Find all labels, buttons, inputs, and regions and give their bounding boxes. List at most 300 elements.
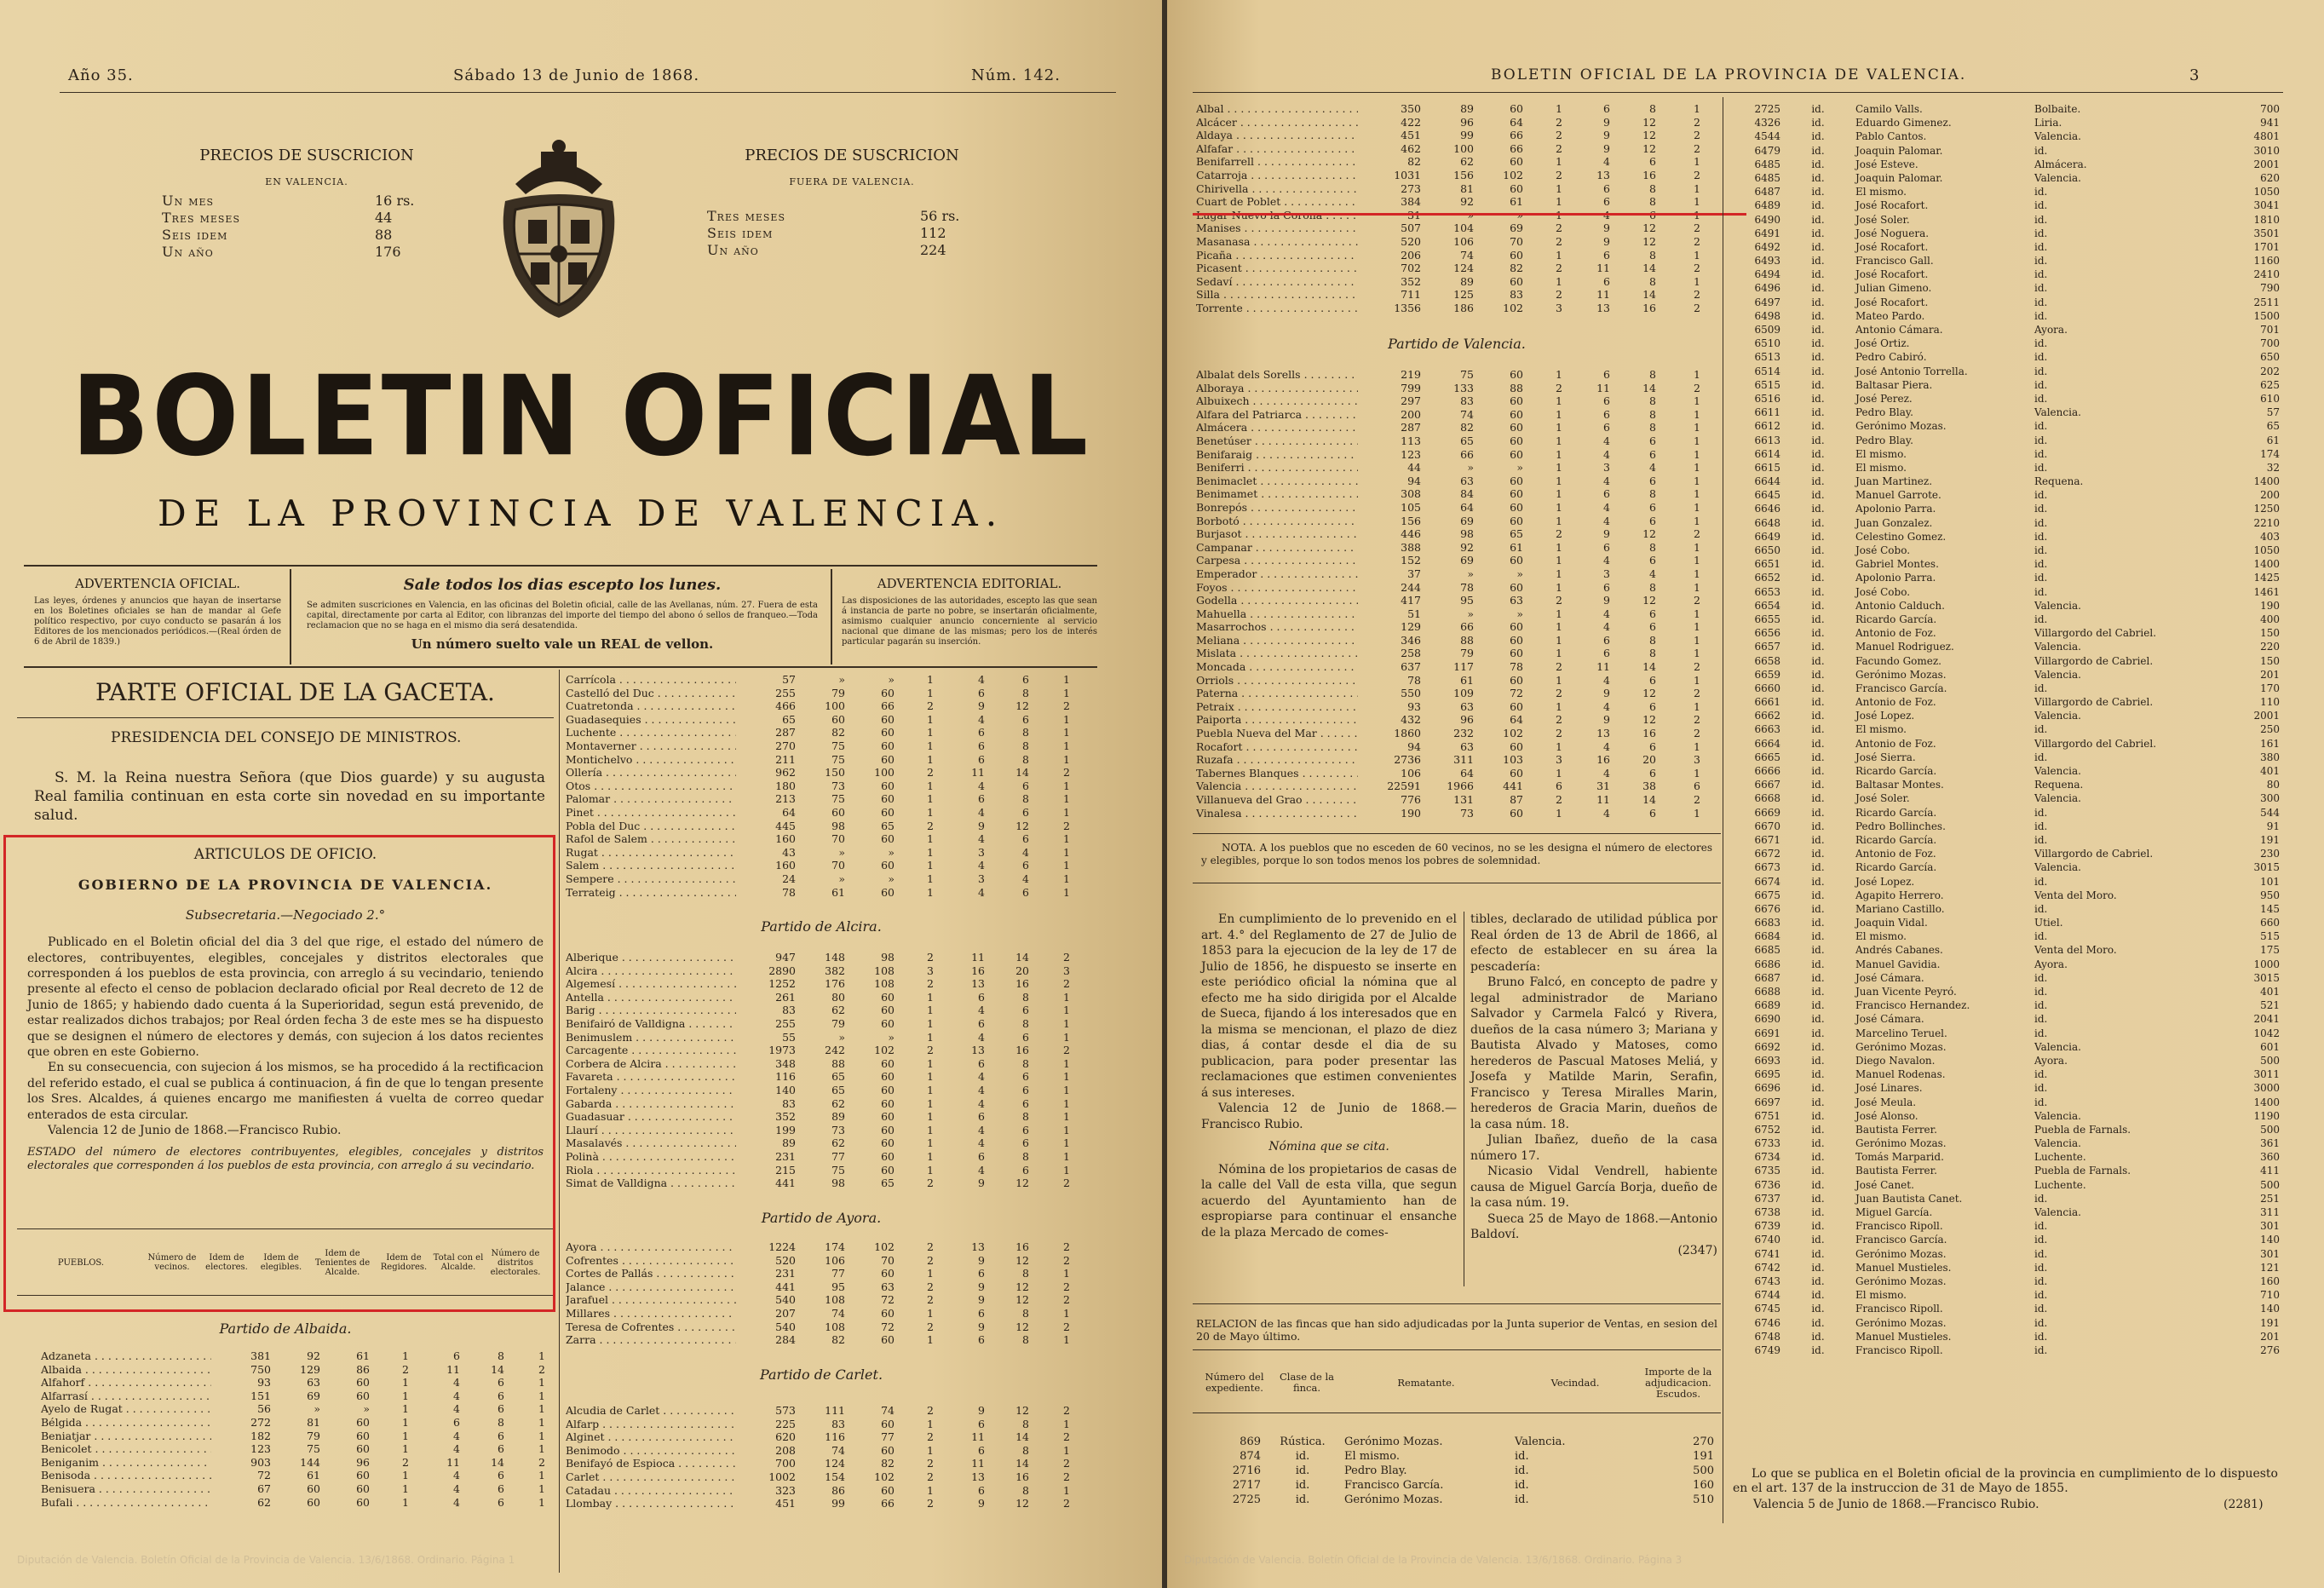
table-cell: 1 xyxy=(927,779,934,792)
rematante: Gerónimo Mozas. xyxy=(1344,1493,1443,1506)
table-cell: 88 xyxy=(1510,381,1523,394)
table-cell: 78 xyxy=(782,885,796,899)
pueblo-name: Carlet . . . xyxy=(566,1470,736,1484)
expediente-number: 6660 xyxy=(1754,682,1780,694)
table-cell: 2 xyxy=(927,977,934,991)
table-row xyxy=(1729,1123,2292,1136)
rematante: Gerónimo Mozas. xyxy=(1344,1436,1443,1448)
table-cell: 60 xyxy=(1510,806,1523,820)
rematante: Antonio de Foz. xyxy=(1855,696,1936,709)
rematante: Miguel García. xyxy=(1855,1206,1933,1218)
table-cell: 61 xyxy=(307,1469,320,1482)
table-cell: 2 xyxy=(1556,527,1562,541)
table-cell: 270 xyxy=(775,739,796,752)
expediente-number: 6737 xyxy=(1754,1192,1780,1205)
table-cell: 2 xyxy=(927,1280,934,1293)
advertencia-editorial-text: Las disposiciones de las autoridades, escepto las que sean á instancia de parte no pobre, se insertarán oficialmente, asimismo cualquier anuncio concerniente al servicio nacional que dimane de las mismas; pero los de interés particular pagarán su inserción. xyxy=(842,596,1097,647)
table-cell: 1 xyxy=(402,1442,409,1456)
table-cell: 6 xyxy=(498,1442,504,1456)
advertencia-editorial xyxy=(842,576,1097,647)
pueblo-name: Jalance . . . xyxy=(566,1280,736,1294)
table-row xyxy=(1729,1136,2292,1150)
vecindad: id. xyxy=(2034,516,2048,529)
table-row xyxy=(566,1497,1077,1510)
table-cell: 255 xyxy=(775,1016,796,1030)
table-cell: 8 xyxy=(1022,792,1029,806)
table-cell: 346 xyxy=(1401,633,1421,647)
table-cell: 12 xyxy=(1015,819,1029,832)
rematante: Antonio de Foz. xyxy=(1855,627,1936,640)
table-cell: 4 xyxy=(978,1070,985,1084)
table-cell: 60 xyxy=(1510,102,1523,115)
table-cell: 1 xyxy=(1063,990,1070,1004)
finca-class: id. xyxy=(1811,489,1825,502)
vecindad: id. xyxy=(2034,240,2048,253)
table-row xyxy=(41,1456,552,1470)
table-cell: 4 xyxy=(1603,554,1610,567)
table-row xyxy=(566,1430,1077,1444)
pueblo-name: Teresa de Cofrentes . . . xyxy=(566,1320,736,1334)
finca-class: id. xyxy=(1811,944,1825,957)
importe: 700 xyxy=(2260,337,2280,350)
table-cell: 60 xyxy=(881,1333,895,1347)
vecindad: Villargordo de Cabriel. xyxy=(2034,654,2154,667)
table-cell: 6 xyxy=(1022,885,1029,899)
table-cell: 6 xyxy=(978,1016,985,1030)
page-1-footer: Diputación de Valencia. Boletín Oficial de la Provincia de Valencia. 13/6/1868. Ordinario. Página 1 xyxy=(17,1554,515,1566)
rematante: Gerónimo Mozas. xyxy=(1855,1247,1947,1260)
table-cell: 2 xyxy=(927,699,934,713)
table-cell: 116 xyxy=(775,1070,796,1084)
vecindad: Luchente. xyxy=(2034,1151,2086,1164)
table-cell: 1 xyxy=(927,1123,934,1136)
relacion-title: RELACION de las fincas que han sido adjudicadas por la Junta superior de Ventas, en sesion del 20 de Mayo último. xyxy=(1196,1317,1717,1343)
table-row xyxy=(566,859,1077,872)
table-cell: 1 xyxy=(1556,195,1562,209)
table-cell: 60 xyxy=(1510,474,1523,487)
finca-class: id. xyxy=(1811,1206,1825,1218)
table-cell: 2 xyxy=(1694,262,1700,275)
rematante: Ricardo García. xyxy=(1855,861,1937,874)
pueblo-name: Corbera de Alcira . . . xyxy=(566,1057,736,1071)
table-cell: 6 xyxy=(1603,421,1610,434)
table-row xyxy=(1729,530,2292,544)
table-cell: 60 xyxy=(1510,487,1523,501)
table-row xyxy=(1729,985,2292,998)
table-cell: 1 xyxy=(927,1096,934,1110)
importe: 941 xyxy=(2260,117,2280,129)
vecindad: id. xyxy=(2034,351,2048,364)
table-cell: 60 xyxy=(881,832,895,846)
expediente-number: 6685 xyxy=(1754,944,1780,957)
rematante: José Rocafort. xyxy=(1855,240,1929,253)
expediente-number: 2716 xyxy=(1232,1464,1261,1477)
expediente-number: 6676 xyxy=(1754,902,1780,915)
table-cell: 1 xyxy=(927,885,934,899)
table-row xyxy=(1196,475,1717,488)
table-relacion xyxy=(1196,1435,1717,1507)
table-cell: 8 xyxy=(1022,1267,1029,1280)
table-cell: 6 xyxy=(1649,554,1656,567)
finca-class: id. xyxy=(1811,641,1825,653)
table-cell: 60 xyxy=(881,739,895,752)
finca-class: id. xyxy=(1811,447,1825,460)
vecindad: id. xyxy=(2034,820,2048,832)
importe: 1190 xyxy=(2253,1109,2280,1122)
expediente-number: 6655 xyxy=(1754,613,1780,625)
table-cell: 100 xyxy=(874,766,895,780)
table-cell: 6 xyxy=(498,1495,504,1509)
table-cell: 8 xyxy=(1022,686,1029,699)
vecindad: id. xyxy=(2034,282,2048,295)
vecindad: id. xyxy=(1515,1464,1529,1477)
table-cell: 6 xyxy=(1022,1004,1029,1017)
expediente-number: 6743 xyxy=(1754,1274,1780,1287)
table-cell: 8 xyxy=(1022,1333,1029,1347)
expediente-number: 4544 xyxy=(1754,130,1780,143)
finca-class: id. xyxy=(1811,461,1825,474)
expediente-number: 6510 xyxy=(1754,337,1780,350)
table-cell: 69 xyxy=(307,1389,320,1402)
table-cell: 6 xyxy=(978,1443,985,1457)
table-cell: 160 xyxy=(775,832,796,846)
finca-class: id. xyxy=(1811,434,1825,446)
table-cell: 12 xyxy=(1015,1253,1029,1267)
table-cell: 63 xyxy=(881,1280,895,1293)
table-cell: 348 xyxy=(775,1056,796,1070)
table-cell: 1 xyxy=(1063,832,1070,846)
finca-class: id. xyxy=(1811,654,1825,667)
pueblo-name: Borbotó . . . xyxy=(1196,515,1358,528)
pueblo-name: Otos . . . xyxy=(566,780,736,793)
table-row xyxy=(1729,198,2292,212)
pueblo-name: Carpesa . . . xyxy=(1196,554,1358,567)
rematante: El mismo. xyxy=(1855,447,1907,460)
issue-year: Año 35. xyxy=(68,66,134,84)
table-row xyxy=(566,1254,1077,1268)
table-cell: 1 xyxy=(1556,673,1562,687)
table-row xyxy=(1196,382,1717,395)
table-cell: 111 xyxy=(825,1404,845,1417)
rematante: Tomás Marparid. xyxy=(1855,1151,1944,1164)
table-cell: 4 xyxy=(453,1376,460,1390)
table-cell: 3 xyxy=(927,964,934,977)
subscription-period: Tres meses xyxy=(162,210,240,226)
rematante: José Lopez. xyxy=(1855,710,1915,722)
table-cell: 96 xyxy=(1460,115,1474,129)
table-cell: 6 xyxy=(1603,580,1610,594)
finca-class: id. xyxy=(1811,806,1825,819)
importe: 1042 xyxy=(2253,1027,2280,1039)
table-cell: 1 xyxy=(927,1163,934,1177)
table-cell: 1 xyxy=(1694,554,1700,567)
table-cell: 1 xyxy=(1063,872,1070,885)
subscription-period: Un año xyxy=(162,244,214,260)
table-cell: 215 xyxy=(775,1163,796,1177)
finca-class: id. xyxy=(1811,1027,1825,1039)
vecindad: id. xyxy=(2034,296,2048,308)
subsecretaria: Subsecretaria.—Negociado 2.° xyxy=(185,906,386,923)
table-cell: 1966 xyxy=(1447,780,1474,793)
rematante: El mismo. xyxy=(1855,186,1907,198)
propietarios-1: Bruno Falcó, en concepto de padre y legal administrador de Mariano Salvador y Carmela Falcó y Rivera, dueños de la casa número 3; Mariana y Bautista Alvado y Matoses, como herederos de Pascual Matoses Meliá, y Josefa y Matilde Marin, Serafin, Francisco y Teresa Miralles Marin, herederos de Gracia Marin, dueños de la casa núm. 18. xyxy=(1470,975,1717,1131)
importe: 360 xyxy=(2260,1151,2280,1164)
vecindad: id. xyxy=(2034,447,2048,460)
expediente-number: 6684 xyxy=(1754,930,1780,943)
table-cell: » xyxy=(888,673,895,686)
table-cell: 11 xyxy=(1596,262,1610,275)
table-row xyxy=(1729,833,2292,847)
table-row xyxy=(1729,889,2292,902)
nomina-title: Nómina que se cita. xyxy=(1268,1140,1389,1154)
table-row xyxy=(1196,687,1717,700)
pueblo-name: Campanar . . . xyxy=(1196,541,1358,555)
table-row xyxy=(566,1470,1077,1484)
table-cell: 1 xyxy=(927,1083,934,1096)
table-cell: 6 xyxy=(1603,540,1610,554)
table-cell: 60 xyxy=(356,1495,370,1509)
table-row xyxy=(1729,1164,2292,1177)
table-cell: 2 xyxy=(1063,1240,1070,1253)
vecindad: Valencia. xyxy=(1515,1436,1566,1448)
importe: 515 xyxy=(2260,930,2280,943)
table-cell: 82 xyxy=(1510,262,1523,275)
expediente-number: 6690 xyxy=(1754,1013,1780,1026)
table-cell: 4 xyxy=(978,859,985,872)
expediente-number: 6648 xyxy=(1754,516,1780,529)
rematante: Gerónimo Mozas. xyxy=(1855,420,1947,433)
table-cell: 61 xyxy=(831,885,845,899)
table-row xyxy=(566,1293,1077,1307)
vecindad: id. xyxy=(2034,268,2048,281)
table-cell: 1 xyxy=(402,1469,409,1482)
table-cell: 6 xyxy=(1649,766,1656,780)
table-cell: 74 xyxy=(831,1443,845,1457)
rematante: José Alonso. xyxy=(1855,1109,1918,1122)
importe: 1160 xyxy=(2253,255,2280,268)
presidencia-title: PRESIDENCIA DEL CONSEJO DE MINISTROS. xyxy=(111,729,462,746)
table-cell: 9 xyxy=(1603,687,1610,700)
table-cell: 1 xyxy=(1556,434,1562,447)
subscription-period: Seis idem xyxy=(162,227,228,243)
table-cell: 1356 xyxy=(1394,301,1421,314)
vecindad: id. xyxy=(2034,337,2048,350)
table-row xyxy=(1729,764,2292,778)
table-row xyxy=(41,1390,552,1403)
importe: 140 xyxy=(2260,1234,2280,1246)
table-cell: 62 xyxy=(1460,155,1474,169)
table-cell: 451 xyxy=(1401,129,1421,142)
table-row xyxy=(1729,213,2292,227)
table-cell: 60 xyxy=(881,712,895,726)
rematante: José Rocafort. xyxy=(1855,296,1929,308)
table-cell: 8 xyxy=(1022,1306,1029,1320)
table-cell: 4 xyxy=(1603,607,1610,620)
table-cell: 520 xyxy=(1401,234,1421,248)
pueblo-name: Carrícola . . . xyxy=(566,673,736,687)
table-cell: 11 xyxy=(1596,381,1610,394)
table-cell: 2 xyxy=(1694,222,1700,235)
table-cell: 1 xyxy=(927,1056,934,1070)
importe: 1250 xyxy=(2253,503,2280,515)
pueblo-name: Ayelo de Rugat . . . xyxy=(41,1402,211,1416)
rematante: El mismo. xyxy=(1855,1289,1907,1302)
rematante: Diego Navalon. xyxy=(1855,1054,1936,1067)
table-cell: » xyxy=(838,673,845,686)
table-cell: 6 xyxy=(1649,514,1656,527)
table-cell: 4 xyxy=(1649,461,1656,475)
table-cell: 1 xyxy=(1556,633,1562,647)
table-cell: 6 xyxy=(978,792,985,806)
table-cell: 4 xyxy=(1603,474,1610,487)
expediente-number: 6515 xyxy=(1754,378,1780,391)
table-cell: 99 xyxy=(831,1497,845,1510)
finca-class: id. xyxy=(1811,296,1825,308)
estado-column-header: Idem de Tenientes de Alcalde. xyxy=(314,1248,371,1277)
table-cell: 79 xyxy=(307,1429,320,1442)
finca-class: id. xyxy=(1811,1343,1825,1356)
table-row xyxy=(41,1496,552,1510)
table-cell: 6 xyxy=(1022,1096,1029,1110)
table-cell: 6 xyxy=(1649,434,1656,447)
table-cell: 8 xyxy=(498,1415,504,1429)
importe: 200 xyxy=(2260,489,2280,502)
table-cell: 11 xyxy=(971,951,985,964)
table-cell: 12 xyxy=(1015,1320,1029,1333)
table-cell: 73 xyxy=(1460,806,1474,820)
expediente-number: 6493 xyxy=(1754,255,1780,268)
table-cell: 74 xyxy=(881,1404,895,1417)
table-cell: 64 xyxy=(1460,766,1474,780)
table-cell: 1 xyxy=(1556,274,1562,288)
table-cell: 352 xyxy=(775,1110,796,1124)
table-cell: 1 xyxy=(538,1389,545,1402)
table-cell: 11 xyxy=(446,1362,460,1376)
pueblo-name: Valencia . . . xyxy=(1196,780,1358,793)
table-row xyxy=(1729,1330,2292,1343)
table-row xyxy=(1729,806,2292,820)
vecindad: id. xyxy=(2034,544,2048,556)
expediente-number: 6672 xyxy=(1754,848,1780,860)
table-row xyxy=(1729,240,2292,254)
table-row xyxy=(41,1482,552,1496)
table-row xyxy=(41,1416,552,1430)
table-cell: 62 xyxy=(831,1004,845,1017)
table-cell: 1 xyxy=(1694,567,1700,580)
rematante: El mismo. xyxy=(1855,930,1907,943)
importe: 3011 xyxy=(2253,1068,2280,1081)
table-cell: 64 xyxy=(782,805,796,819)
finca-class: id. xyxy=(1811,282,1825,295)
vecindad: Liria. xyxy=(2034,117,2062,129)
table-cell: 14 xyxy=(1015,1430,1029,1444)
pueblo-name: Catadau . . . xyxy=(566,1484,736,1498)
rematante: José Linares. xyxy=(1855,1082,1923,1095)
importe: 150 xyxy=(2260,627,2280,640)
table-row xyxy=(566,872,1077,886)
table-row xyxy=(1729,1288,2292,1302)
table-cell: 60 xyxy=(1510,620,1523,634)
articulos-title: ARTICULOS DE OFICIO. xyxy=(193,846,377,863)
table-row xyxy=(1729,1233,2292,1246)
table-cell: 2 xyxy=(1556,129,1562,142)
table-cell: 4 xyxy=(1603,766,1610,780)
table-cell: 255 xyxy=(775,686,796,699)
table-cell: 78 xyxy=(1407,673,1421,687)
table-row xyxy=(566,1177,1077,1190)
table-cell: 2890 xyxy=(768,964,796,977)
importe: 950 xyxy=(2260,889,2280,901)
finca-class: id. xyxy=(1811,558,1825,571)
pueblo-name: Villanueva del Grao . . . xyxy=(1196,793,1358,807)
table-cell: 1 xyxy=(1063,1004,1070,1017)
table-cell: 67 xyxy=(257,1482,271,1495)
table-cell: 441 xyxy=(775,1280,796,1293)
vecindad: id. xyxy=(2034,503,2048,515)
table-cell: 1 xyxy=(402,1429,409,1442)
pueblo-name: Benisoda . . . xyxy=(41,1469,211,1482)
vecindad: id. xyxy=(1515,1493,1529,1506)
table-cell: 9 xyxy=(1603,713,1610,727)
finca-class: id. xyxy=(1811,255,1825,268)
importe: 411 xyxy=(2260,1165,2280,1177)
table-cell: 9 xyxy=(978,1253,985,1267)
vecindad: id. xyxy=(2034,186,2048,198)
table-row xyxy=(566,1307,1077,1320)
expediente-number: 6658 xyxy=(1754,654,1780,667)
table-cell: 9 xyxy=(1603,115,1610,129)
vecindad: Puebla de Farnals. xyxy=(2034,1123,2131,1136)
table-cell: 63 xyxy=(1460,474,1474,487)
table-cell: 83 xyxy=(782,1096,796,1110)
table-cell: 4 xyxy=(978,832,985,846)
rematante: José Soler. xyxy=(1855,213,1910,226)
table-cell: 4 xyxy=(1649,567,1656,580)
vecindad: Valencia. xyxy=(2034,406,2081,419)
table-cell: 1 xyxy=(1694,500,1700,514)
rematante: Joaquin Palomar. xyxy=(1855,144,1943,157)
table-cell: 1 xyxy=(1063,1483,1070,1497)
pueblo-name: Bonrepós . . . xyxy=(1196,501,1358,515)
finca-class: id. xyxy=(1811,1289,1825,1302)
table-cell: 1 xyxy=(1694,487,1700,501)
pueblo-name: Cuatretonda . . . xyxy=(566,699,736,713)
table-cell: 1 xyxy=(1063,1056,1070,1070)
table-cell: 156 xyxy=(1453,168,1474,181)
subscription-price: 56 rs. xyxy=(920,208,960,224)
table-cell: 2 xyxy=(402,1362,409,1376)
expediente-number: 6487 xyxy=(1754,186,1780,198)
finca-class: id. xyxy=(1811,475,1825,488)
rematante: José Lopez. xyxy=(1855,875,1915,888)
importe: 270 xyxy=(1693,1436,1714,1448)
table-cell: 69 xyxy=(1460,514,1474,527)
table-row xyxy=(1729,392,2292,406)
table-cell: 2 xyxy=(1063,1430,1070,1444)
table-row xyxy=(1729,847,2292,860)
expediente-number: 6611 xyxy=(1754,406,1780,419)
vecindad: id. xyxy=(2034,1096,2048,1108)
table-cell: 947 xyxy=(775,951,796,964)
table-row xyxy=(41,1402,552,1416)
table-cell: 1 xyxy=(927,845,934,859)
table-cell: 103 xyxy=(1503,753,1523,767)
rematante: Mariano Castillo. xyxy=(1855,902,1945,915)
table-cell: 1 xyxy=(1063,1443,1070,1457)
table-cell: 51 xyxy=(1407,607,1421,620)
table-cell: 903 xyxy=(250,1455,271,1469)
table-cell: 311 xyxy=(1453,753,1474,767)
